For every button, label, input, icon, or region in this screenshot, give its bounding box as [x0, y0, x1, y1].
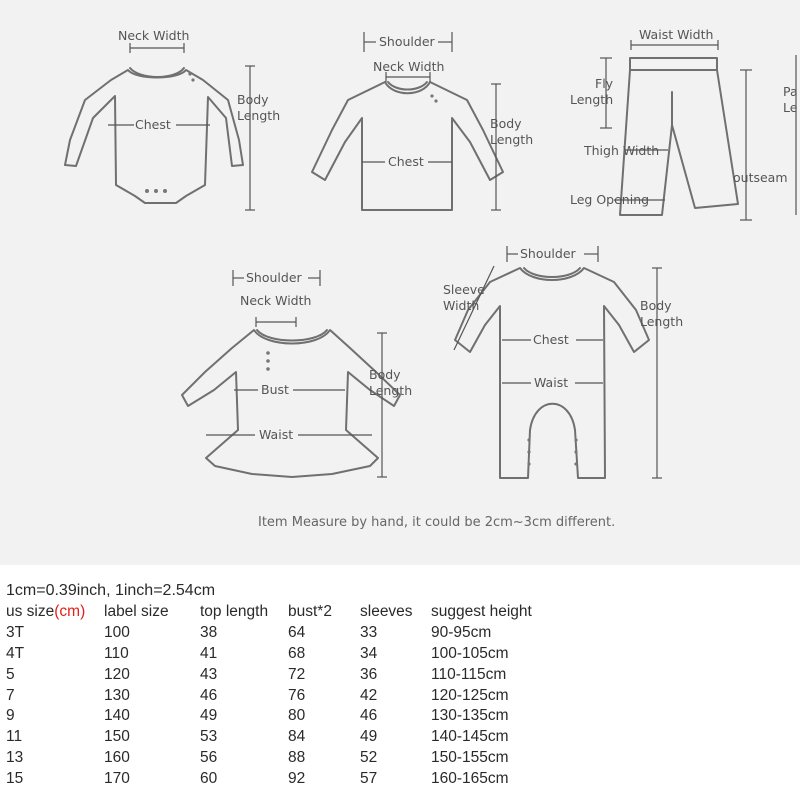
table-row [6, 727, 591, 748]
table-row [6, 644, 591, 665]
waist-label: Waist [534, 375, 569, 390]
cell-us-size: 15 [6, 769, 24, 787]
cell-label-size: 140 [104, 707, 130, 725]
cell-sleeves: 34 [360, 644, 378, 662]
size-chart [6, 580, 796, 789]
cell-bust: 92 [288, 769, 306, 787]
bodysuit-figure [65, 68, 243, 203]
cell-top-length: 38 [200, 624, 218, 642]
cell-height: 140-145cm [431, 728, 509, 746]
leg-opening-label: Leg Opening [570, 192, 650, 207]
cell-label-size: 100 [104, 624, 130, 642]
cell-top-length: 56 [200, 748, 218, 766]
outseam-label: outseam [733, 170, 788, 185]
cell-us-size: 7 [6, 686, 15, 704]
cell-sleeves: 36 [360, 665, 378, 683]
length-label: Length [490, 132, 534, 147]
cell-sleeves: 57 [360, 769, 378, 787]
header-us-size-text: us size [6, 603, 55, 621]
body-label: Body [640, 298, 672, 313]
chest-label: Chest [135, 117, 171, 132]
pants-length-label-top: Pa [783, 84, 798, 99]
cell-bust: 80 [288, 707, 306, 725]
unit-conversion: 1cm=0.39inch, 1inch=2.54cm [6, 582, 216, 599]
cell-label-size: 160 [104, 748, 130, 766]
cell-height: 160-165cm [431, 769, 509, 787]
cell-us-size: 11 [6, 728, 23, 746]
table-row [6, 768, 591, 789]
cell-label-size: 120 [104, 665, 130, 683]
body-label: Body [369, 367, 401, 382]
length-label: Length [570, 92, 614, 107]
table-row [6, 664, 591, 685]
cell-bust: 76 [288, 686, 306, 704]
pants-length-label-bottom: Le [783, 100, 798, 115]
length-label: Length [237, 108, 281, 123]
length-label: Length [640, 314, 684, 329]
table-header-row [6, 602, 591, 623]
cell-us-size: 9 [6, 707, 15, 725]
body-label: Body [237, 92, 269, 107]
shoulder-label: Shoulder [246, 270, 302, 285]
table-row [6, 685, 591, 706]
romper-figure [455, 268, 649, 478]
header-suggest-height: suggest height [431, 603, 532, 621]
cell-label-size: 150 [104, 728, 130, 746]
header-top-length: top length [200, 603, 269, 621]
measurement-note: Item Measure by hand, it could be 2cm~3cm different. [258, 515, 616, 530]
cell-height: 90-95cm [431, 624, 492, 642]
sleeve-label: Sleeve [443, 282, 485, 297]
header-label-size: label size [104, 603, 169, 621]
thigh-width-label: Thigh Width [584, 143, 660, 158]
chest-label: Chest [388, 154, 424, 169]
header-bust: bust*2 [288, 603, 332, 621]
cell-height: 110-115cm [431, 665, 507, 683]
cell-top-length: 60 [200, 769, 218, 787]
cell-sleeves: 46 [360, 707, 378, 725]
cell-height: 130-135cm [431, 707, 509, 725]
dress-figure [182, 330, 400, 477]
cell-label-size: 130 [104, 686, 130, 704]
cell-top-length: 43 [200, 665, 218, 683]
neck-width-label: Neck Width [373, 59, 445, 74]
cell-label-size: 170 [104, 769, 130, 787]
header-us-size [6, 602, 104, 623]
cell-us-size: 13 [6, 748, 24, 766]
dress-body-length-measure [377, 333, 387, 477]
bodysuit-body-length-measure [245, 66, 255, 210]
waist-label: Waist [259, 427, 294, 442]
cell-top-length: 53 [200, 728, 218, 746]
cell-sleeves: 49 [360, 728, 378, 746]
cell-bust: 68 [288, 644, 306, 662]
shoulder-label: Shoulder [379, 34, 435, 49]
table-row [6, 623, 591, 644]
cell-bust: 64 [288, 624, 306, 642]
dress-neck-measure [256, 317, 296, 327]
cell-sleeves: 33 [360, 624, 378, 642]
pants-outseam-measure [740, 70, 752, 220]
fly-label: Fly [595, 76, 614, 91]
bodysuit-neck-measure [130, 43, 184, 53]
table-row [6, 748, 591, 769]
neck-width-label: Neck Width [240, 293, 312, 308]
cell-us-size: 5 [6, 665, 15, 683]
cell-us-size: 4T [6, 644, 25, 662]
tshirt-figure [312, 82, 503, 210]
header-sleeves: sleeves [360, 603, 413, 621]
cell-bust: 72 [288, 665, 306, 683]
cell-height: 100-105cm [431, 644, 509, 662]
width-label: Width [443, 298, 480, 313]
cell-top-length: 46 [200, 686, 218, 704]
length-label: Length [369, 383, 413, 398]
table-row [6, 706, 591, 727]
cell-sleeves: 52 [360, 748, 378, 766]
cell-label-size: 110 [104, 644, 129, 662]
chest-label: Chest [533, 332, 569, 347]
cell-top-length: 41 [200, 644, 218, 662]
shoulder-label: Shoulder [520, 246, 576, 261]
cell-height: 120-125cm [431, 686, 509, 704]
cell-sleeves: 42 [360, 686, 378, 704]
cell-bust: 84 [288, 728, 306, 746]
cell-top-length: 49 [200, 707, 218, 725]
neck-width-label: Neck Width [118, 28, 190, 43]
body-label: Body [490, 116, 522, 131]
cell-height: 150-155cm [431, 748, 509, 766]
size-table [6, 602, 591, 789]
tshirt-body-length-measure [491, 84, 501, 210]
cell-us-size: 3T [6, 624, 25, 642]
cell-bust: 88 [288, 748, 306, 766]
bust-label: Bust [261, 382, 289, 397]
header-unit: (cm) [54, 603, 86, 621]
waist-width-label: Waist Width [639, 27, 714, 42]
